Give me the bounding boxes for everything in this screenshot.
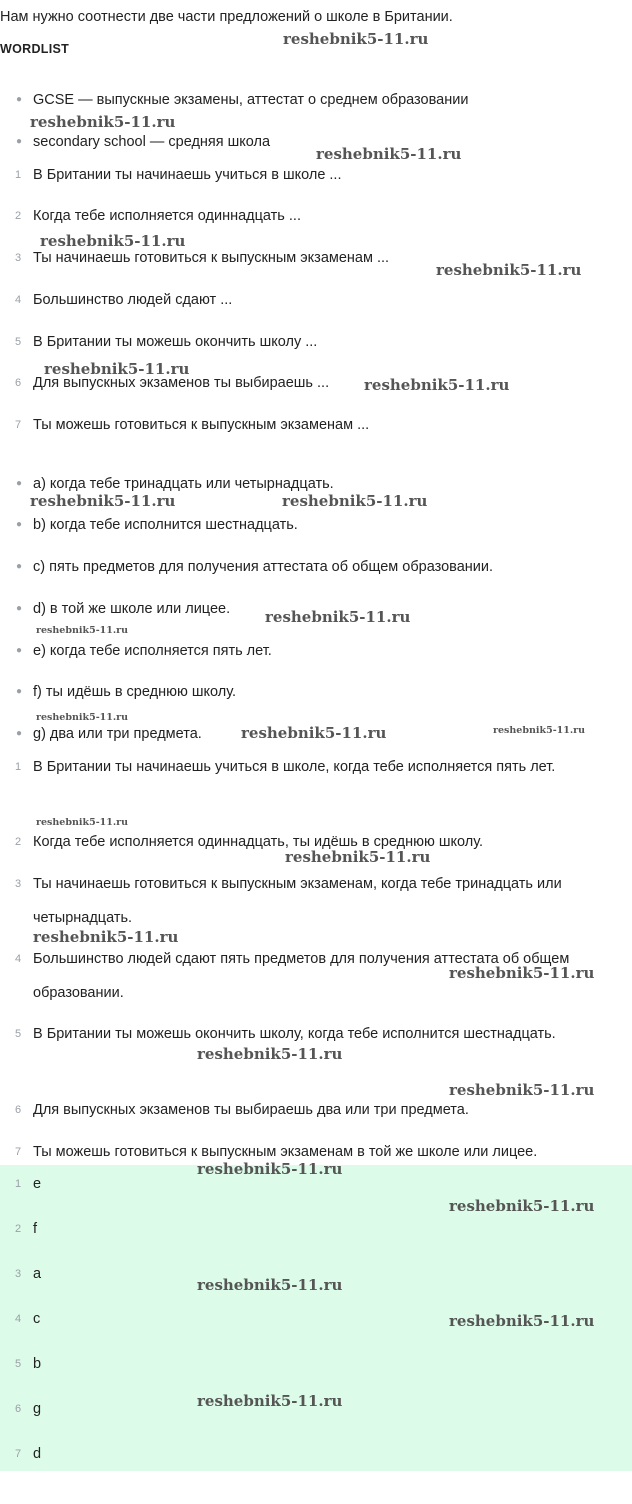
watermark: reshebnik5-11.ru <box>449 964 595 982</box>
watermark: reshebnik5-11.ru <box>493 725 586 736</box>
bullet-icon: ● <box>16 561 23 572</box>
answers-panel: 1 e 2 f 3 a 4 c 5 b 6 g 7 d <box>0 1165 632 1471</box>
intro-text: Нам нужно соотнести две части предложений о школе в Британии. <box>0 9 453 25</box>
bullet-icon: ● <box>16 519 23 530</box>
watermark: reshebnik5-11.ru <box>265 608 411 626</box>
watermark: reshebnik5-11.ru <box>436 261 582 279</box>
watermark: reshebnik5-11.ru <box>197 1392 343 1410</box>
watermark: reshebnik5-11.ru <box>44 360 190 378</box>
watermark: reshebnik5-11.ru <box>36 625 129 636</box>
watermark: reshebnik5-11.ru <box>30 492 176 510</box>
bullet-icon: ● <box>16 94 23 105</box>
watermark: reshebnik5-11.ru <box>40 232 186 250</box>
bullet-icon: ● <box>16 686 23 697</box>
watermark: reshebnik5-11.ru <box>36 712 129 723</box>
bullet-icon: ● <box>16 728 23 739</box>
watermark: reshebnik5-11.ru <box>33 928 179 946</box>
watermark: reshebnik5-11.ru <box>36 817 129 828</box>
watermark: reshebnik5-11.ru <box>282 492 428 510</box>
bullet-icon: ● <box>16 478 23 489</box>
watermark: reshebnik5-11.ru <box>197 1045 343 1063</box>
wordlist-title: WORDLIST <box>0 42 70 56</box>
watermark: reshebnik5-11.ru <box>449 1081 595 1099</box>
bullet-icon: ● <box>16 645 23 656</box>
watermark: reshebnik5-11.ru <box>283 30 429 48</box>
watermark: reshebnik5-11.ru <box>449 1312 595 1330</box>
bullet-icon: ● <box>16 136 23 147</box>
watermark: reshebnik5-11.ru <box>241 724 387 742</box>
watermark: reshebnik5-11.ru <box>197 1276 343 1294</box>
watermark: reshebnik5-11.ru <box>285 848 431 866</box>
bullet-icon: ● <box>16 603 23 614</box>
watermark: reshebnik5-11.ru <box>449 1197 595 1215</box>
watermark: reshebnik5-11.ru <box>30 113 176 131</box>
watermark: reshebnik5-11.ru <box>197 1160 343 1178</box>
watermark: reshebnik5-11.ru <box>316 145 462 163</box>
watermark: reshebnik5-11.ru <box>364 376 510 394</box>
